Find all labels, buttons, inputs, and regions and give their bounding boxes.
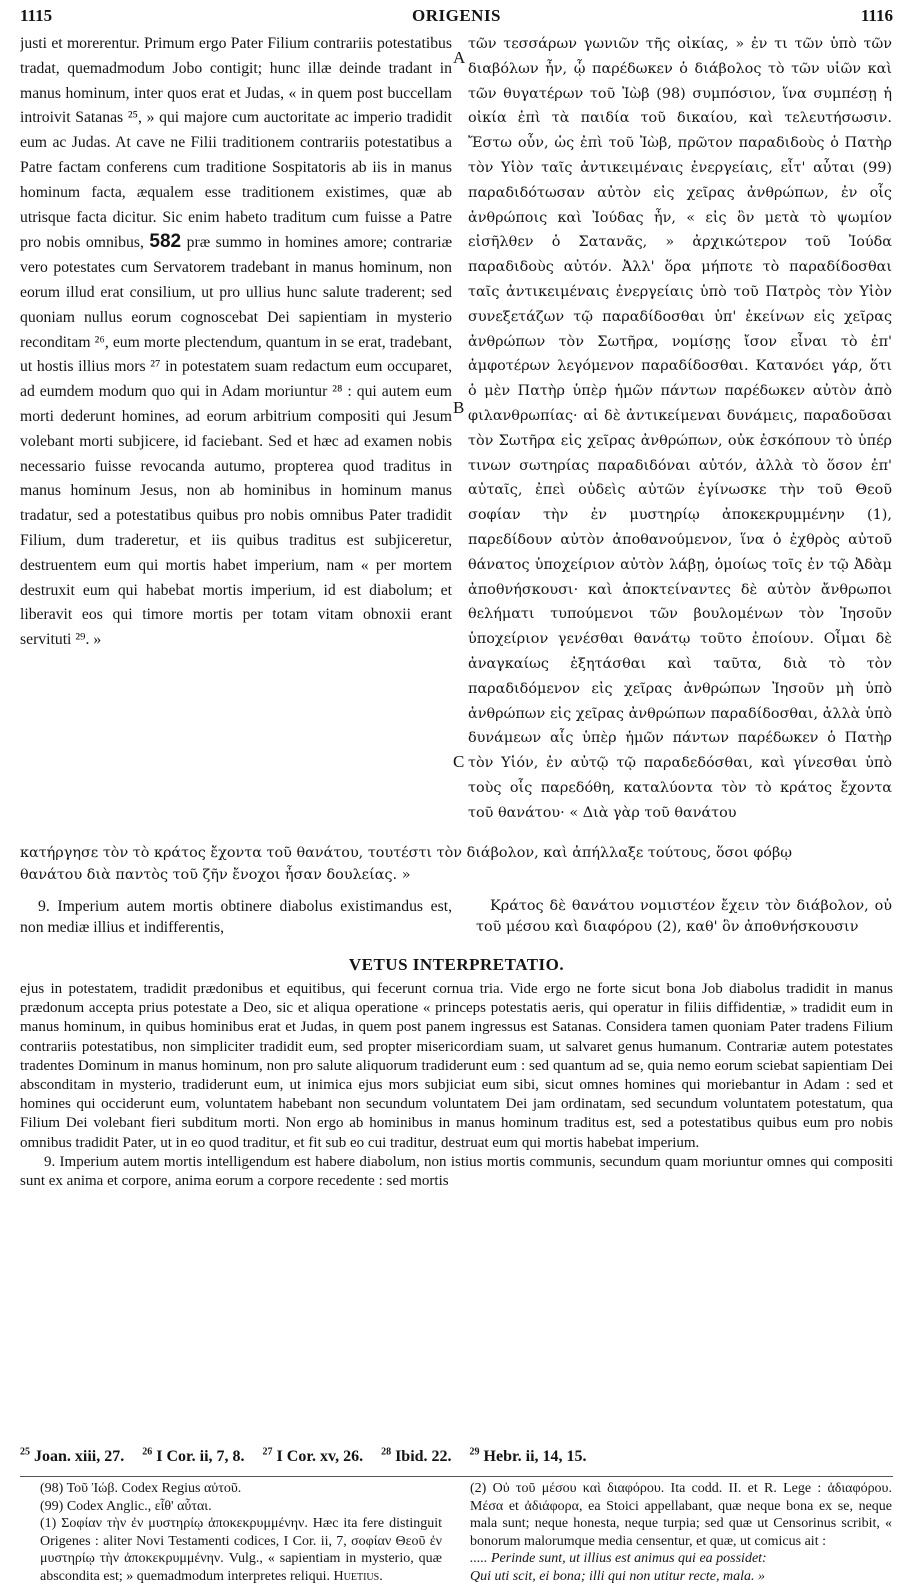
margin-marker-b: B: [453, 398, 465, 417]
vetus-paragraph-1: ejus in potestatem, tradidit prædonibus et equitibus, qui fecerunt cornua tria. Vide ergo ne forte sicut bona Job diabolus tradidit in manus prædonum accepta prius potestate a Deo, sic et aliqua operatione « princeps potestatis aeris, qui operatur in filiis diffidentiæ, » tradidit eum in manus hominum, in quibus hominibus erat et Judas, in quem post panem ingressus est Satanas. Considera tamen quoniam Pater tradens Filium contrariis potestatibus, non simpliciter tradidit eum, sed propter misericordiam suam, ut salvaret genus humanum. Contrariæ autem potestates tradentes Dominum in manus hominum, non pro salute aliquorum tradiderunt eum : sed quantum ad se, quia nemo eorum sciebat sapientiam Dei absconditam in mysterio, tradiderunt eum, ut inimica ejus mors subjiciat eum sibi, sicut omnes homines qui moriebantur in Adam : sed et homines qui occiderunt eum, voluntatem habebant non secundum voluntatem Dei jam ordinatam, sed secundum voluntatem potestatum, qua Filium Dei volebant fieri subditum morti. Non ergo ab hominibus in manus hominum traditus est, sed a potestatibus quibus eum pro nobis omnibus tradidit Pater, ut in eo quod traditur, et fit sub eo cui traditur, destruat eum qui mortis habebat imperium.: [20, 981, 893, 1151]
reference-27: $^{27}$ I Cor. xv, 26.: [262, 1447, 364, 1466]
verse-line-2: Qui uti scit, ei bona; illi qui non utitur recte, mala. »: [470, 1568, 766, 1584]
footnote-98: (98) Τοῦ Ἰώβ. Codex Regius αὐτοῦ.: [40, 1481, 242, 1496]
margin-marker-c: C: [453, 752, 465, 771]
footnote-99: (99) Codex Anglic., εἶθ' αὗται.: [40, 1498, 212, 1514]
reference-28: $^{28}$ Ibid. 22.: [381, 1447, 452, 1466]
verse-line-1: ..... Perinde sunt, ut illius est animus qui ea possidet:: [470, 1551, 767, 1567]
greek-column: [468, 32, 892, 840]
page-number-right: 1116: [860, 6, 893, 25]
footnotes-right: [470, 1480, 892, 1586]
scripture-references: [20, 1447, 893, 1466]
page-number-left: 1115: [20, 6, 53, 25]
latin-column: [20, 32, 452, 840]
reference-26: $^{26}$ I Cor. ii, 7, 8.: [142, 1447, 245, 1466]
footnote-1: (1) Σοφίαν τὴν ἐν μυστηρίῳ ἀποκεκρυμμένην. Hæc ita fere distinguit Origenes : aliter Novi Testamenti codices, I Cor. ii, 7, σοφίαν Θεοῦ ἐν μυστηρίῳ τὴν ἀποκεκρυμμένην. Vulg., « sapientiam in mysterio, quæ abscondita est; » quemadmodum interpretes reliqui. Huetius.: [40, 1516, 442, 1584]
section-title: VETUS INTERPRETATIO.: [348, 955, 565, 974]
margin-marker-a: A: [453, 48, 466, 67]
vetus-paragraph-2: 9. Imperium autem mortis intelligendum est habere diabolum, non istius mortis communis, secundum quam moriuntur omnes qui compositi sunt ex anima et corpore, anima eorum a corpore recedente : sed mortis: [20, 1153, 893, 1190]
running-title: ORIGENIS: [411, 6, 502, 25]
greek-continuation-line-2: θανάτου διὰ παντὸς τοῦ ζῆν ἔνοχοι ἦσαν δουλείας. »: [20, 867, 411, 883]
greek-text: τῶν τεσσάρων γωνιῶν τῆς οἰκίας, » ἐν τι τῶν ὑπὸ τῶν διαβόλων ἦν, ᾧ παρέδωκεν ὁ διάβολος τὸ τῶν υἱῶν καὶ τῶν θυγατέρων τοῦ Ἰὼβ (98) συμπόσιον, ἵνα συμπέσῃ ἡ οἰκία ἐπὶ τὰ παιδία τοῦ δικαίου, καὶ τελευτήσωσιν. Ἔστω οὖν, ὡς ἐπὶ τοῦ Ἰὼβ, πρῶτον παραδιδοὺς ὁ Πατὴρ τὸν Υἱὸν ταῖς ἀντικειμέναις ἐνεργείαις, εἶτ' αὗται (99) παραδιδότωσαν αὐτὸν εἰς χεῖρας ἀνθρώπων, ἐν οἷς ἀνθρώποις καὶ Ἰούδας ἦν, « εἰς ὃν μετὰ τὸ ψωμίον εἰσῆλθεν ὁ Σατανᾶς, » ἀρχικώτερον τοῦ Ἰούδα παραδιδοὺς αὐτόν. Ἀλλ' ὅρα μήποτε τὸ παραδίδοσθαι ταῖς ἀντικειμέναις ἐνεργείαις ὑπὸ τοῦ Πατρὸς τὸν Υἱὸν συνεξετάζων τῷ παραδίδοσθαι ὑπ' ἐκείνων εἰς χεῖρας ἀνθρώπων τὸν Σωτῆρα, νομίσῃς ἴσον εἶναι τὸ ἐπ' ἀμφοτέρων λεγόμενον παραδίδοσθαι. Κατανόει γάρ, ὅτι ὁ μὲν Πατὴρ ὑπὲρ ἡμῶν πάντων παρέδωκεν αὐτὸν ἀπὸ φιλανθρωπίας· αἱ δὲ ἀντικείμεναι δυνάμεις, παραδοῦσαι τὸν Σωτῆρα εἰς χεῖρας ἀνθρώπων, οὐκ ἐσκόπουν τὸ ὑπέρ τινων σωτηρίας παραδιδόναι αὐτόν, ἀλλὰ τὸ ὅσον ἐπ' αὐταῖς, ἐπεὶ οὐδεὶς αὐτῶν ἐγίνωσκε τὴν τοῦ Θεοῦ σοφίαν τὴν ἐν μυστηρίῳ ἀποκεκρυμμένην (1), παρεδίδουν αὐτὸν ἀποθανούμενον, ἵνα ὁ ἐχθρὸς αὐτοῦ θάνατος ὑποχείριον αὐτὸν λάβῃ, ὁμοίως τοῖς ἐν τῷ Ἀδὰμ ἀποθνήσκουσι· καὶ ἀποκτείναντες δὲ αὐτὸν ἄνθρωποι θελήματι τυπούμενοι τῶν βουλομένων τὸν Ἰησοῦν ὑποχείριον γενέσθαι θανάτῳ τοῦτο ἐποίουν. Οἶμαι δὲ ἀναγκαίως ἐξητάσθαι καὶ ταῦτα, διὰ τὸ τὸν παραδιδόμενον εἰς χεῖρας ἀνθρώπων Ἰησοῦν μὴ ὑπὸ ἀνθρώπων εἰς χεῖρας ἀνθρώπων παραδίδοσθαι, ἀλλὰ ὑπὸ δυνάμεων αἷς ὑπὲρ ἡμῶν πάντων παρέδωκεν ὁ Πατὴρ τὸν Υἱόν, ἐν αὐτῷ τῷ παραδεδόσθαι, καὶ γίνεσθαι ὑπὸ τοὺς οἷς παρεδόθη, καταλύοντα τὸν τὸ κράτος ἔχοντα τοῦ θανάτου· « Διὰ γὰρ τοῦ θανάτου: [468, 36, 892, 821]
greek-continuation: [20, 842, 893, 886]
latin-text-1: justi et morerentur. Primum ergo Pater Filium contrariis potestatibus tradat, quemadmodum Jobo contigit; hunc illæ deinde tradant in manus hominum, inter quos erat et Judas, « in quem post buccellam introivit Satanas ²⁵, » qui majore cum auctoritate ac imperio tradidit eum ac Judas. At cave ne Filii traditionem contrariis potestatibus a Patre factam conferens cum traditione Sospitatoris ab iis in manus hominum facta, æqualem esse traditionem existimes, quæ ab utrisque facta dicitur. Sic enim habeto traditum cum fuisse a Patre pro nobis omnibus,: [20, 35, 452, 252]
footnote-2: (2) Οὐ τοῦ μέσου καὶ διαφόρου. Ita codd. II. et R. Lege : ἀδιαφόρου. Μέσα et ἀδιάφορα, ea Stoici appellabant, quæ neque bona ex se, neque mala sunt; neque honesta, neque turpia; sed quæ ut Censorinus scribit, « bonorum malorumque media censentur, et quæ, ut comicus ait :: [470, 1481, 892, 1549]
greek-paragraph-9-text: Κράτος δὲ θανάτου νομιστέον ἔχειν τὸν διάβολον, οὐ τοῦ μέσου καὶ διαφόρου (2), καθ' ὃν ἀποθνήσκουσιν: [476, 898, 892, 935]
greek-continuation-line-1: κατήργησε τὸν τὸ κράτος ἔχοντα τοῦ θανάτου, τουτέστι τὸν διάβολον, καὶ ἀπήλλαξε τούτους, ὅσοι φόβῳ: [20, 845, 793, 861]
reference-29: $^{29}$ Hebr. ii, 14, 15.: [469, 1447, 587, 1466]
latin-text-2: præ summo in homines amore; contrariæ vero potestates cum Servatorem tradebant in manus hominum, non eorum illud erat consilium, ut pro ullius hunc salute traderent; sed quoniam nullus eorum cognoscebat Dei sapientiam in mysterio reconditam ²⁶, eum morte plectendum, quantum in se erat, tradebant, ut hostis illius mors ²⁷ in potestatem suam redactum eum occuparet, ad eumdem modum quo qui in Adam moriuntur ²⁸ : qui autem eum morti dederunt homines, ad eorum arbitrium compositi qui Jesum volebant morti subjicere, id faciebant. Sed et hæc ad examen nobis necessario fuisse revocanda autumo, propterea quod traditus in manus hominum Jesus, non ab hominibus in hominum manus tradatur, sed a potestatibus quibus pro nobis omnibus Pater tradidit Filium, dum traderetur, et iis quibus traditus est subjiceretur, destruentem eum qui mortis habet imperium, nam « per mortem destruxit eum qui habebat mortis imperium, id est diabolum; et liberavit eos qui timore mortis per totam vitam obnoxii erant servituti ²⁹. »: [20, 234, 452, 649]
footnotes-left: [40, 1480, 442, 1586]
latin-paragraph-9-text: 9. Imperium autem mortis obtinere diabolus existimandus est, non mediæ illius et indifferentis,: [20, 898, 452, 936]
footnote-divider: [20, 1476, 893, 1477]
reference-25: $^{25}$ Joan. xiii, 27.: [20, 1447, 125, 1466]
page-header: [20, 6, 893, 32]
vetus-interpretatio: [20, 980, 893, 1191]
edition-page-number: 582: [149, 231, 182, 253]
greek-paragraph-9: [476, 896, 892, 938]
latin-paragraph-9: [20, 896, 452, 938]
footnote-author: Huetius.: [333, 1568, 383, 1584]
